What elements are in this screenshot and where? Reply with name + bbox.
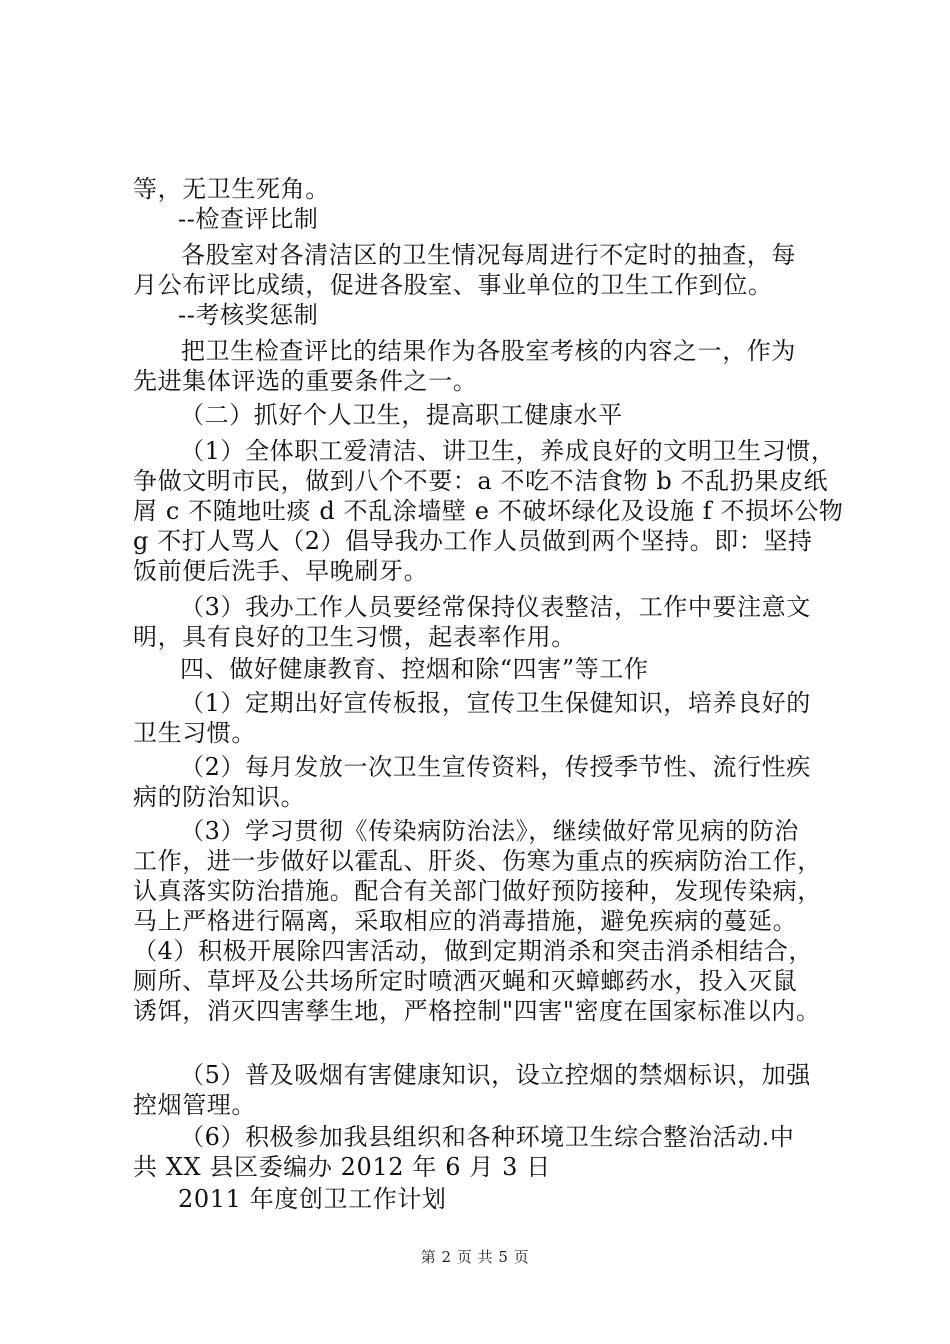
text-line: 等，无卫生死角。 <box>133 175 330 203</box>
text-line: （3）我办工作人员要经常保持仪表整洁，工作中要注意文 <box>180 593 811 621</box>
text-line: 病的防治知识。 <box>133 783 306 811</box>
text-line: 明，具有良好的卫生习惯，起表率作用。 <box>133 623 576 651</box>
text-line: 争做文明市民，做到八个不要：a 不吃不洁食物 b 不乱扔果皮纸 <box>133 467 829 495</box>
text-line: （1）定期出好宣传板报，宣传卫生保健知识，培养良好的 <box>180 689 811 717</box>
text-line: 工作，进一步做好以霍乱、肝炎、伤寒为重点的疾病防治工作， <box>133 847 822 875</box>
page-number-footer: 第 2 页 共 5 页 <box>420 1248 530 1266</box>
section-heading: （二）抓好个人卫生，提高职工健康水平 <box>180 401 623 429</box>
text-line: 厕所、草坪及公共场所定时喷洒灭蝇和灭蟑螂药水，投入灭鼠 <box>133 967 798 995</box>
text-line: 月公布评比成绩，促进各股室、事业单位的卫生工作到位。 <box>133 271 773 299</box>
document-title-line: 2011 年度创卫工作计划 <box>178 1185 447 1213</box>
text-line: 饭前便后洗手、早晚刷牙。 <box>133 557 429 585</box>
text-line: （2）每月发放一次卫生宣传资料，传授季节性、流行性疾 <box>180 753 811 781</box>
text-line: 把卫生检查评比的结果作为各股室考核的内容之一，作为 <box>181 337 796 365</box>
text-line: （6）积极参加我县组织和各种环境卫生综合整治活动.中 <box>180 1123 795 1151</box>
text-line: 控烟管理。 <box>133 1091 256 1119</box>
text-line: 各股室对各清洁区的卫生情况每周进行不定时的抽查，每 <box>181 241 796 269</box>
text-line: 马上严格进行隔离，采取相应的消毒措施，避免疾病的蔓延。 <box>133 907 798 935</box>
section-heading: --检查评比制 <box>178 205 319 233</box>
text-line: （3）学习贯彻《传染病防治法》，继续做好常见病的防治 <box>180 817 799 845</box>
text-line: 共 XX 县区委编办 2012 年 6 月 3 日 <box>133 1153 551 1181</box>
text-line: 先进集体评选的重要条件之一。 <box>133 367 478 395</box>
text-line: 卫生习惯。 <box>133 719 256 747</box>
text-line: 认真落实防治措施。配合有关部门做好预防接种，发现传染病， <box>133 877 822 905</box>
section-heading: --考核奖惩制 <box>178 301 319 329</box>
text-line: g 不打人骂人（2）倡导我办工作人员做到两个坚持。即：坚持 <box>133 527 813 555</box>
text-line: 屑 c 不随地吐痰 d 不乱涂墙壁 e 不破坏绿化及设施 f 不损坏公物 <box>133 497 844 525</box>
text-line: （5）普及吸烟有害健康知识，设立控烟的禁烟标识，加强 <box>180 1061 811 1089</box>
text-line: （4）积极开展除四害活动，做到定期消杀和突击消杀相结合， <box>133 937 814 965</box>
text-line: 诱饵，消灭四害孳生地，严格控制"四害"密度在国家标准以内。 <box>133 997 821 1025</box>
text-line: （1）全体职工爱清洁、讲卫生，养成良好的文明卫生习惯， <box>180 437 836 465</box>
section-heading: 四、做好健康教育、控烟和除“四害”等工作 <box>180 655 649 683</box>
